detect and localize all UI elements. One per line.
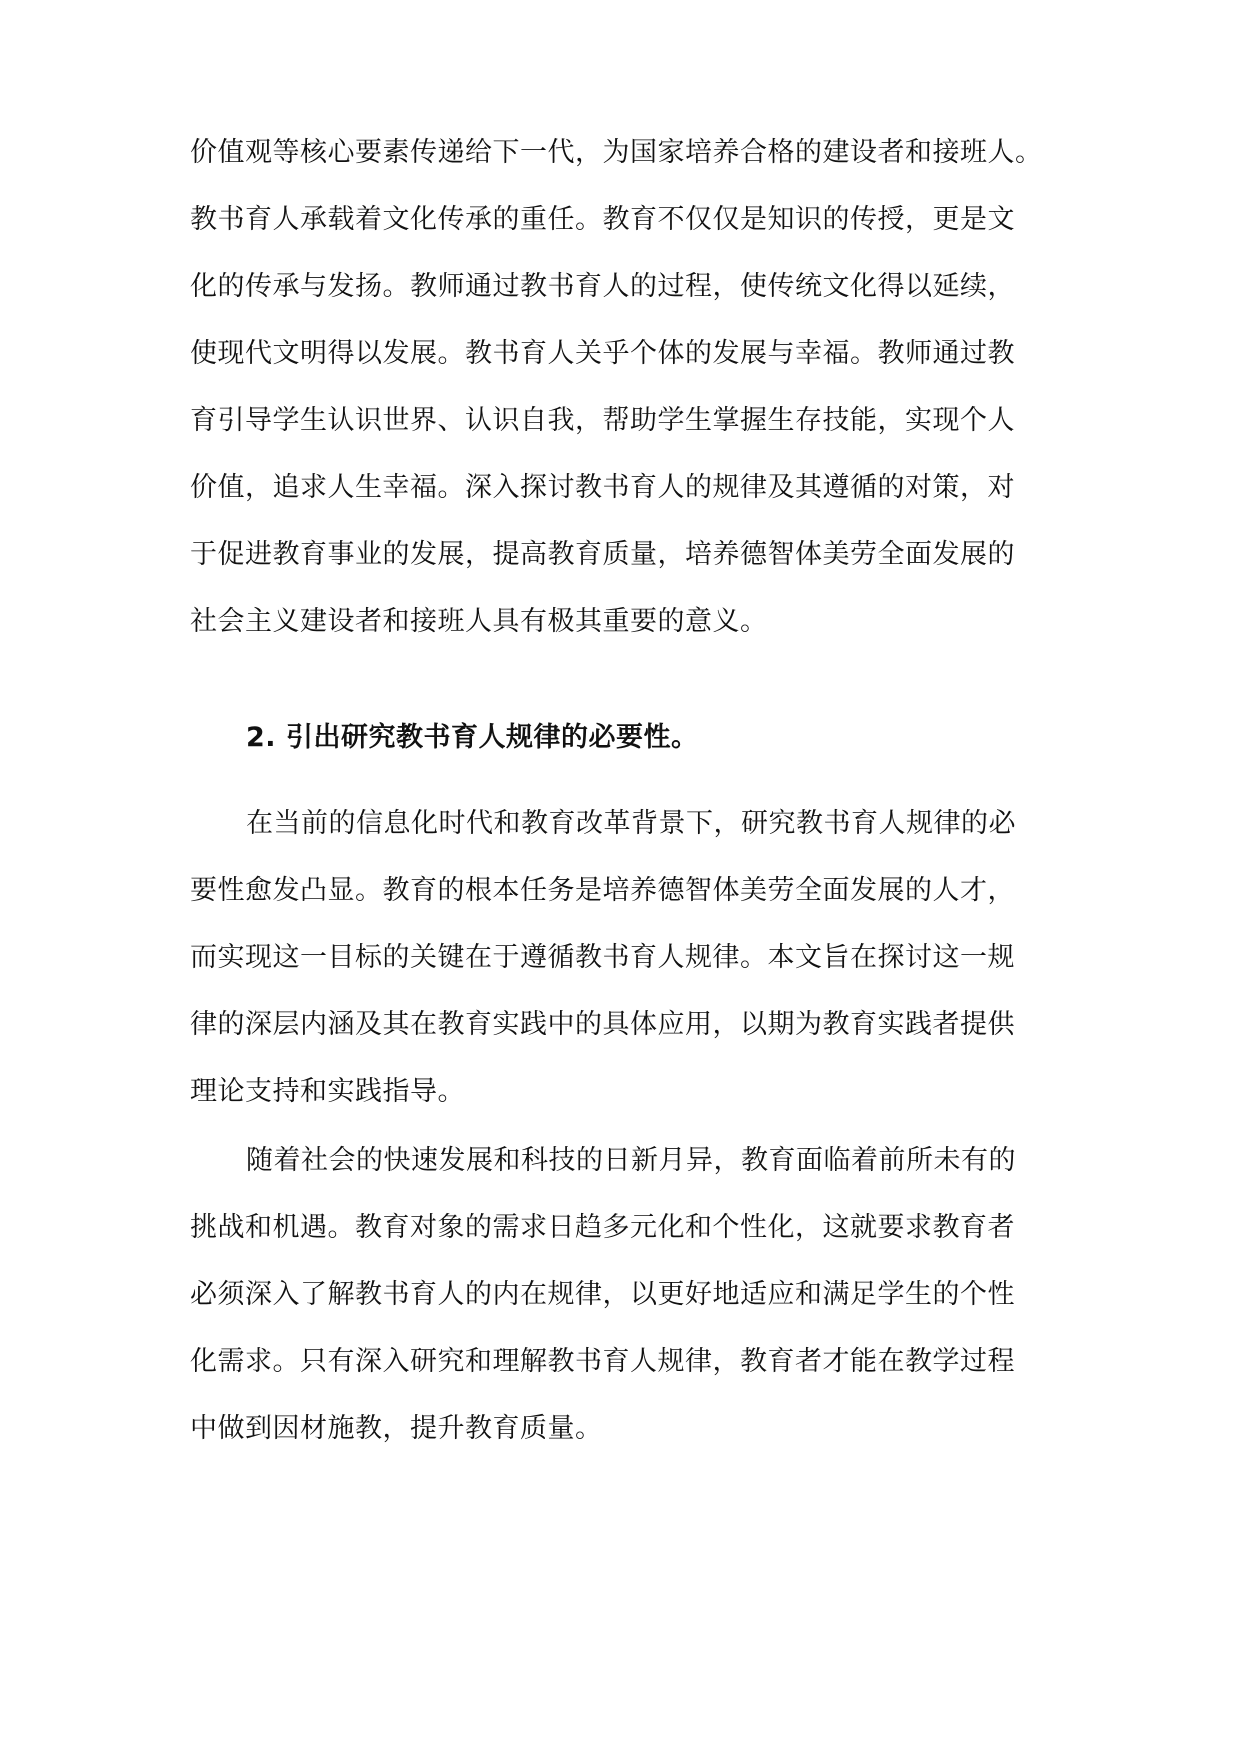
text-line: 律的深层内涵及其在教育实践中的具体应用，以期为教育实践者提供	[190, 1009, 1015, 1040]
text-line: 使现代文明得以发展。教书育人关乎个体的发展与幸福。教师通过教	[190, 338, 1015, 369]
text-line: 必须深入了解教书育人的内在规律，以更好地适应和满足学生的个性	[190, 1279, 1015, 1310]
text-line: 挑战和机遇。教育对象的需求日趋多元化和个性化，这就要求教育者	[190, 1212, 1015, 1243]
text-line: 在当前的信息化时代和教育改革背景下，研究教书育人规律的必	[246, 808, 1016, 839]
text-line: 于促进教育事业的发展，提高教育质量，培养德智体美劳全面发展的	[190, 539, 1015, 570]
text-line: 化的传承与发扬。教师通过教书育人的过程，使传统文化得以延续，	[190, 271, 1015, 302]
text-line: 教书育人承载着文化传承的重任。教育不仅仅是知识的传授，更是文	[190, 204, 1015, 235]
text-line: 价值观等核心要素传递给下一代，为国家培养合格的建设者和接班人。	[190, 137, 1043, 168]
text-line: 价值，追求人生幸福。深入探讨教书育人的规律及其遵循的对策，对	[190, 472, 1015, 503]
text-line: 而实现这一目标的关键在于遵循教书育人规律。本文旨在探讨这一规	[190, 942, 1015, 973]
text-line: 理论支持和实践指导。	[190, 1076, 465, 1107]
text-line: 育引导学生认识世界、认识自我，帮助学生掌握生存技能，实现个人	[190, 405, 1015, 436]
text-line: 要性愈发凸显。教育的根本任务是培养德智体美劳全面发展的人才，	[190, 875, 1015, 906]
section-heading: 2. 引出研究教书育人规律的必要性。	[246, 722, 699, 753]
text-line: 化需求。只有深入研究和理解教书育人规律，教育者才能在教学过程	[190, 1346, 1015, 1377]
text-line: 社会主义建设者和接班人具有极其重要的意义。	[190, 606, 768, 637]
text-line: 中做到因材施教，提升教育质量。	[190, 1413, 603, 1444]
text-line: 随着社会的快速发展和科技的日新月异，教育面临着前所未有的	[246, 1145, 1016, 1176]
